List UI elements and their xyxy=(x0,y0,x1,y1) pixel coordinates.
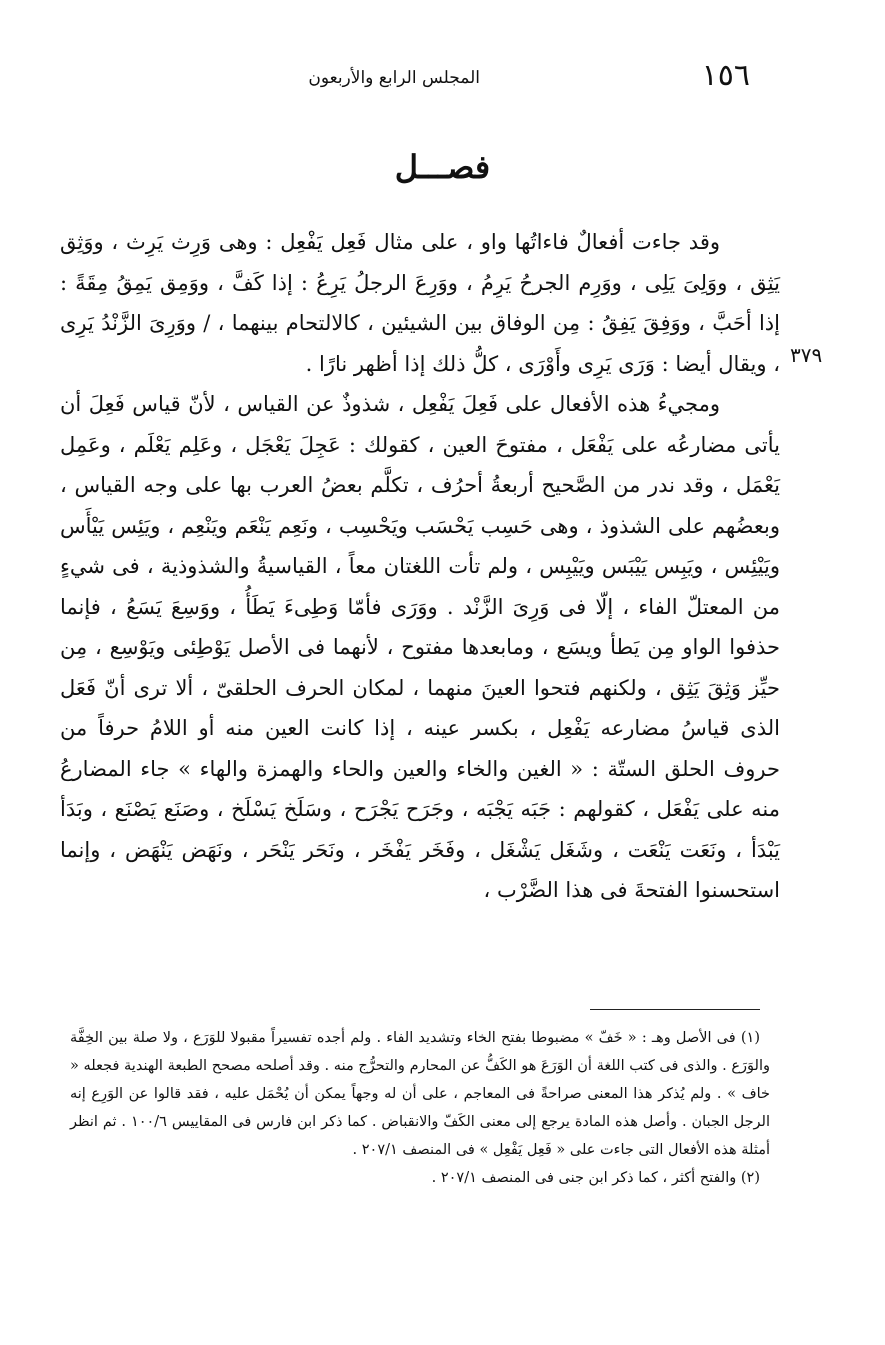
footnote-separator xyxy=(590,1009,760,1010)
running-title: المجلس الرابع والأربعون xyxy=(308,68,480,88)
margin-page-reference: ٣٧٩ xyxy=(790,343,823,367)
paragraph-1: وقد جاءت أفعالٌ فاءاتُها واو ، على مثال فَعِل يَفْعِل : وهى وَرِث يَرِث ، ووَثِق يَثِق ، ووَلِىَ يَلِى ، ووَرِم الجرحُ يَرِمُ ، ووَرِعَ الرجلُ يَرِعُ : إذا كَفَّ ، ووَمِق يَمِقُ مِقَةً : إذا أحَبَّ ، ووَفِقَ يَفِقُ : مِن الوفاق بين الشيئين ، كالالتحام بينهما ، / ووَرِىَ الزَّنْدُ يَرِى ، ويقال أيضا : وَرَى يَرِى وأَوْرَى ، كلُّ ذلك إذا أظهر نارًا . xyxy=(60,230,780,376)
footnote-1: (١) فى الأصل وهـ : « خَفّ » مضبوطا بفتح الخاء وتشديد الفاء . ولم أجده تفسيراً مقبولا للوَرَع ، ولا صلة بين الخِفَّة والوَرَع . والذى فى كتب اللغة أن الوَرَعَ هو الكَفُّ عن المحارم والتحرُّج منه . وقد أصلحه مصحح الطبعة الهندية فجعله « خاف » . ولم يُذكر هذا المعنى صراحةً فى المعاجم ، على أن له وجهاً يمكن أن يُحْمَل عليه ، فقد قالوا عن الوَرِع إنه الرجل الجبان . وأصل هذه المادة يرجع إلى معنى الكَفّ والانقباض . كما ذكر ابن فارس فى المقاييس ١٠٠/٦ . ثم انظر أمثلة هذه الأفعال التى جاءت على « فَعِل يَفْعِل » فى المنصف ٢٠٧/١ . xyxy=(70,1030,770,1158)
footnote-2: (٢) والفتح أكثر ، كما ذكر ابن جنى فى المنصف ٢٠٧/١ . xyxy=(431,1170,760,1186)
section-heading xyxy=(0,148,885,186)
footnotes xyxy=(70,1024,770,1192)
main-text xyxy=(60,222,780,911)
paragraph-2: ومجيءُ هذه الأفعال على فَعِلَ يَفْعِل ، شذوذٌ عن القياس ، لأنّ قياس فَعِلَ أن يأتى مضارعُه على يَفْعَل ، مفتوحَ العين ، كقولك : عَجِلَ يَعْجَل ، وعَلِم يَعْلَم ، وعَمِل يَعْمَل ، وقد ندر من الصَّحيح أربعةُ أحرُف ، تكلَّم بعضُ العرب بها على وجه القياس ، وبعضُهم على الشذوذ ، وهى حَسِب يَحْسَب ويَحْسِب ، ونَعِم يَنْعَم ويَنْعِم ، ويَئِس يَيْأَس ويَيْئِس ، ويَبِس يَيْبَس ويَيْبِس ، ولم تأت اللغتان معاً ، القياسيةُ والشذوذية ، فى شيءٍ من المعتلّ الفاء ، إلّا فى وَرِىَ الزَّنْد . ووَرَى فأمّا وَطِىءَ يَطَأُ ، ووَسِعَ يَسَعُ ، فإنما حذفوا الواو مِن يَطأ ويسَع ، ومابعدها مفتوح ، لأنهما فى الأصل يَوْطِئى ويَوْسِع ، مِن حيِّز وَثِقَ يَثِق ، ولكنهم فتحوا العينَ منهما ، لمكان الحرف الحلقىّ ، ألا ترى أنّ فَعَل الذى قياسُ مضارعه يَفْعِل ، بكسر عينه ، إذا كانت العين منه أو اللامُ حرفاً من حروف الحلق الستّة : « الغين والخاء والعين والحاء والهمزة والهاء » جاء المضارعُ منه على يَفْعَل ، كقولهم : جَبَه يَجْبَه ، وجَرَح يَجْرَح ، وسَلَخ يَسْلَخ ، وصَنَع يَصْنَع ، وبَدَأ يَبْدَأ ، ونَعَت يَنْعَت ، وشَغَل يَشْغَل ، وفَخَر يَفْخَر ، ونَحَر يَنْحَر ، ونَهَض يَنْهَض ، وإنما استحسنوا الفتحةَ فى هذا الضَّرْب ، xyxy=(60,392,780,902)
section-heading-text: فصـــل xyxy=(394,148,491,186)
page-header xyxy=(90,58,750,98)
page-number: ١٥٦ xyxy=(701,58,750,93)
